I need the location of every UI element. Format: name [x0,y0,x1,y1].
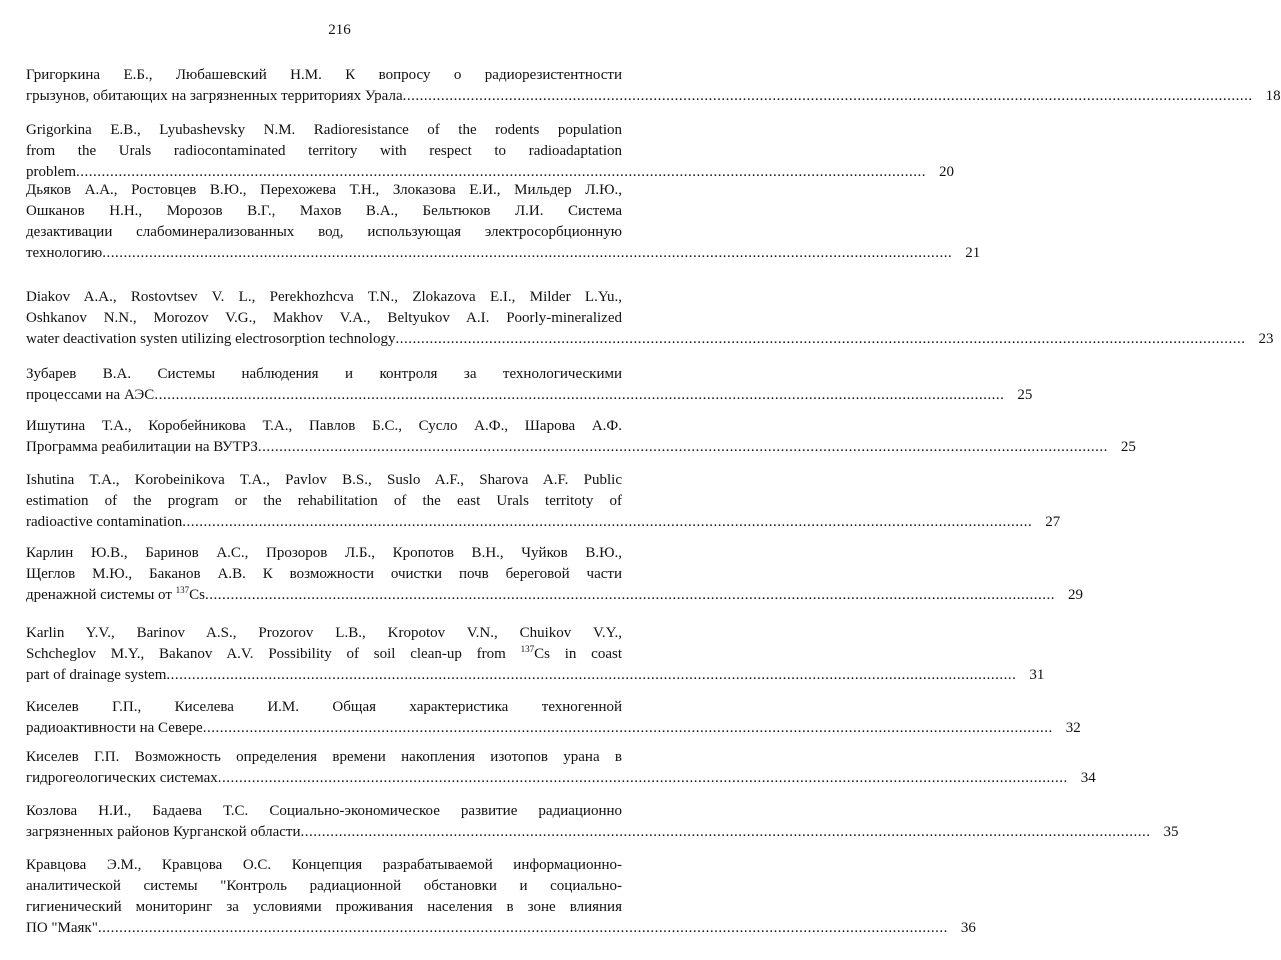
isotope-superscript: 137 [175,585,190,595]
entry-line: Дьяков А.А., Ростовцев В.Ю., Перехожева Т.Н., Злоказова Е.И., Мильдер Л.Ю., [26,182,622,198]
entry-text: problem [26,164,76,180]
entry-page-number: 35 [1163,824,1179,840]
toc-entry [26,747,1096,789]
dot-leader: ........................................................................................................................................................................................................ [202,720,1053,736]
entry-text: грызунов, обитающих на загрязненных территориях Урала [26,88,403,104]
toc-entry [26,180,981,264]
dot-leader: ........................................................................................................................................................................................................ [97,920,948,936]
entry-last-line [26,243,981,264]
dot-leader: ........................................................................................................................................................................................................ [395,331,1246,347]
entry-page-number: 25 [1017,387,1033,403]
entry-line: estimation of the program or the rehabilitation of the east Urals territoty of [26,493,622,509]
entry-line: Киселев Г.П., Киселева И.М. Общая характеристика техногенной [26,699,622,715]
dot-leader: ........................................................................................................................................................................................................ [257,439,1108,455]
dot-leader: ........................................................................................................................................................................................................ [402,88,1253,104]
entry-line: Karlin Y.V., Barinov A.S., Prozorov L.B., Kropotov V.N., Chuikov V.Y., [26,625,622,641]
entry-page-number: 25 [1120,439,1136,455]
entry-line: Щеглов М.Ю., Баканов А.В. К возможности очистки почв береговой части [26,566,622,582]
entry-line: дезактивации слабоминерализованных вод, использующая электросорбционную [26,224,622,240]
entry-line: Grigorkina E.B., Lyubashevsky N.M. Radioresistance of the rodents population [26,122,622,138]
toc-entry [26,623,1045,686]
entry-line: Козлова Н.И., Бадаева Т.С. Социально-экономическое развитие радиационно [26,803,622,819]
entry-text: water deactivation systen utilizing electrosorption technology [26,331,396,347]
dot-leader: ........................................................................................................................................................................................................ [166,667,1017,683]
entry-page-number: 27 [1045,514,1061,530]
entry-page-number: 36 [960,920,976,936]
entry-page-number: 18 [1265,88,1281,104]
entry-line: Зубарев В.А. Системы наблюдения и контроля за технологическими [26,366,622,382]
entry-line: Ишутина Т.А., Коробейникова Т.А., Павлов Б.С., Сусло А.Ф., Шарова А.Ф. [26,418,622,434]
toc-entry [26,543,1083,606]
toc-entry [26,416,1136,458]
entry-last-line [26,385,1033,406]
entry-last-line [26,718,1081,739]
entry-page-number: 29 [1067,587,1083,603]
entry-line: гигиенический мониторинг за условиями проживания населения в зоне влияния [26,899,622,915]
entry-text: радиоактивности на Севере [26,720,203,736]
dot-leader: ........................................................................................................................................................................................................ [217,770,1068,786]
entry-text: part of drainage system [26,667,167,683]
entry-page-number: 31 [1029,667,1045,683]
entry-line: from the Urals radiocontaminated territory with respect to radioadaptation [26,143,622,159]
toc-entry [26,120,954,183]
dot-leader: ........................................................................................................................................................................................................ [76,164,926,180]
entry-last-line [26,512,1061,533]
entry-line: Кравцова Э.М., Кравцова О.С. Концепция разрабатываемой информационно- [26,857,622,873]
entry-last-line [26,822,1179,843]
entry-line: Schcheglov M.Y., Bakanov A.V. Possibility of soil clean-up from $^{137}$Cs in coast [26,644,622,662]
entry-line: Ошканов Н.Н., Морозов В.Г., Махов В.А., Бельтюков Л.И. Система [26,203,622,219]
toc-entry [26,65,1281,107]
entry-last-line [26,585,1083,606]
entry-text: ПО "Маяк" [26,920,98,936]
isotope-superscript: 137 [520,644,535,654]
toc-entry [26,697,1081,739]
entry-line: Oshkanov N.N., Morozov V.G., Makhov V.A., Beltyukov A.I. Poorly-mineralized [26,310,622,326]
entry-last-line [26,665,1045,686]
toc-entry [26,801,1179,843]
toc-entry [26,470,1061,533]
entry-page-number: 23 [1258,331,1274,347]
entry-page-number: 32 [1065,720,1081,736]
entry-line: Киселев Г.П. Возможность определения времени накопления изотопов урана в [26,749,622,765]
entry-last-line [26,918,976,939]
entry-line: аналитической системы "Контроль радиационной обстановки и социально- [26,878,622,894]
entry-last-line [26,768,1096,789]
dot-leader: ........................................................................................................................................................................................................ [154,387,1005,403]
entry-text: технологию [26,245,103,261]
entry-line: Ishutina T.A., Korobeinikova T.A., Pavlov B.S., Suslo A.F., Sharova A.F. Public [26,472,622,488]
entry-line: Карлин Ю.В., Баринов А.С., Прозоров Л.Б., Кропотов В.Н., Чуйков В.Ю., [26,545,622,561]
entry-page-number: 20 [939,164,954,180]
page-number: 216 [328,22,351,38]
toc-entry [26,855,976,939]
entry-text: процессами на АЭС [26,387,155,403]
entry-text: гидрогеологических системах [26,770,218,786]
toc-entry [26,287,1274,350]
dot-leader: ........................................................................................................................................................................................................ [300,824,1151,840]
entry-page-number: 21 [965,245,981,261]
entry-line: Григоркина Е.Б., Любашевский Н.М. К вопросу о радиорезистентности [26,67,622,83]
entry-last-line [26,86,1281,107]
dot-leader: ........................................................................................................................................................................................................ [102,245,953,261]
entry-text: radioactive contamination [26,514,183,530]
entry-page-number: 34 [1080,770,1096,786]
entry-text: Программа реабилитации на ВУТРЗ [26,439,258,455]
entry-last-line [26,329,1274,350]
entry-text: загрязненных районов Курганской области [26,824,301,840]
dot-leader: ........................................................................................................................................................................................................ [204,587,1055,603]
dot-leader: ........................................................................................................................................................................................................ [182,514,1033,530]
entry-last-line [26,437,1136,458]
entry-line: Diakov A.A., Rostovtsev V. L., Perekhozhcva T.N., Zlokazova E.I., Milder L.Yu., [26,289,622,305]
entry-text: дренажной системы от $^{137}$Cs [26,585,205,603]
toc-entry [26,364,1033,406]
